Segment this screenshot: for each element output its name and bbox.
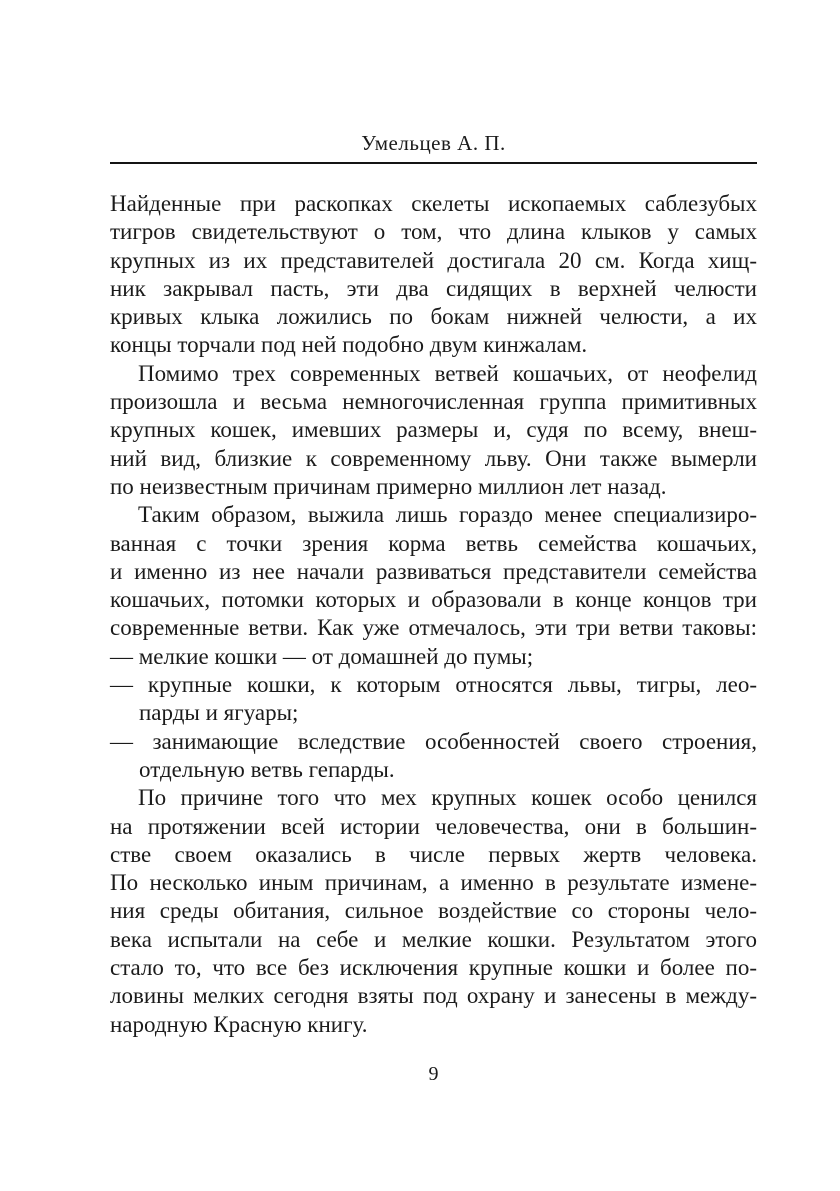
text-line: произошла и весьма немногочисленная группа примитивных xyxy=(110,389,757,415)
page-number: 9 xyxy=(428,1063,439,1085)
text-line: отдельную ветвь гепарды. xyxy=(139,756,395,782)
text-line: ник закрывал пасть, эти два сидящих в верхней челюсти xyxy=(110,275,757,301)
text-line: ванная с точки зрения корма ветвь семейства кошачьих, xyxy=(110,530,757,556)
body-text xyxy=(110,190,757,1039)
text-line: и именно из нее начали развиваться представители семейства xyxy=(110,558,757,584)
text-line: ния среды обитания, сильное воздействие со стороны чело- xyxy=(110,898,757,924)
list-item xyxy=(110,643,757,671)
running-header: Умельцев А. П. xyxy=(361,131,506,155)
text-line: века испытали на себе и мелкие кошки. Результатом этого xyxy=(110,926,757,952)
paragraph xyxy=(110,501,757,642)
text-line: тигров свидетельствуют о том, что длина клыков у самых xyxy=(110,219,757,245)
list-item xyxy=(110,728,757,785)
text-line: кошачьих, потомки которых и образовали в конце концов три xyxy=(110,587,757,613)
text-line: концы торчали под ней подобно двум кинжалам. xyxy=(110,332,588,358)
text-line: по неизвестным причинам примерно миллион лет назад. xyxy=(110,473,667,499)
text-line: парды и ягуары; xyxy=(139,700,299,726)
text-line: — крупные кошки, к которым относятся львы, тигры, лео- xyxy=(110,672,757,698)
paragraph xyxy=(110,784,757,1039)
text-line: Найденные при раскопках скелеты ископаемых саблезубых xyxy=(110,191,757,216)
text-line: — занимающие вследствие особенностей своего строения, xyxy=(110,728,757,754)
text-line: на протяжении всей истории человечества, они в большин- xyxy=(110,813,757,839)
header-rule xyxy=(110,162,757,164)
paragraph xyxy=(110,190,757,360)
text-line: крупных из их представителей достигала 20 см. Когда хищ- xyxy=(110,247,757,273)
paragraph xyxy=(110,360,757,501)
text-column xyxy=(110,130,757,1039)
text-line: стало то, что все без исключения крупные кошки и более по- xyxy=(110,955,757,981)
text-line: — мелкие кошки — от домашней до пумы; xyxy=(110,643,534,669)
text-line: Таким образом, выжила лишь гораздо менее специализиро- xyxy=(138,502,757,528)
text-line: народную Красную книгу. xyxy=(110,1011,368,1037)
text-line: крупных кошек, имевших размеры и, судя по всему, внеш- xyxy=(110,417,757,443)
text-line: ловины мелких сегодня взяты под охрану и занесены в между- xyxy=(110,983,757,1009)
text-line: По несколько иным причинам, а именно в результате измене- xyxy=(110,870,757,896)
text-line: стве своем оказались в числе первых жертв человека. xyxy=(110,841,757,867)
text-line: современные ветви. Как уже отмечалось, эти три ветви таковы: xyxy=(110,615,757,641)
list-item xyxy=(110,671,757,728)
text-line: По причине того что мех крупных кошек особо ценился xyxy=(138,785,757,811)
text-line: Помимо трех современных ветвей кошачьих, от неофелид xyxy=(138,360,757,386)
text-line: ний вид, близкие к современному льву. Они также вымерли xyxy=(110,445,757,471)
text-line: кривых клыка ложились по бокам нижней челюсти, а их xyxy=(110,304,757,330)
